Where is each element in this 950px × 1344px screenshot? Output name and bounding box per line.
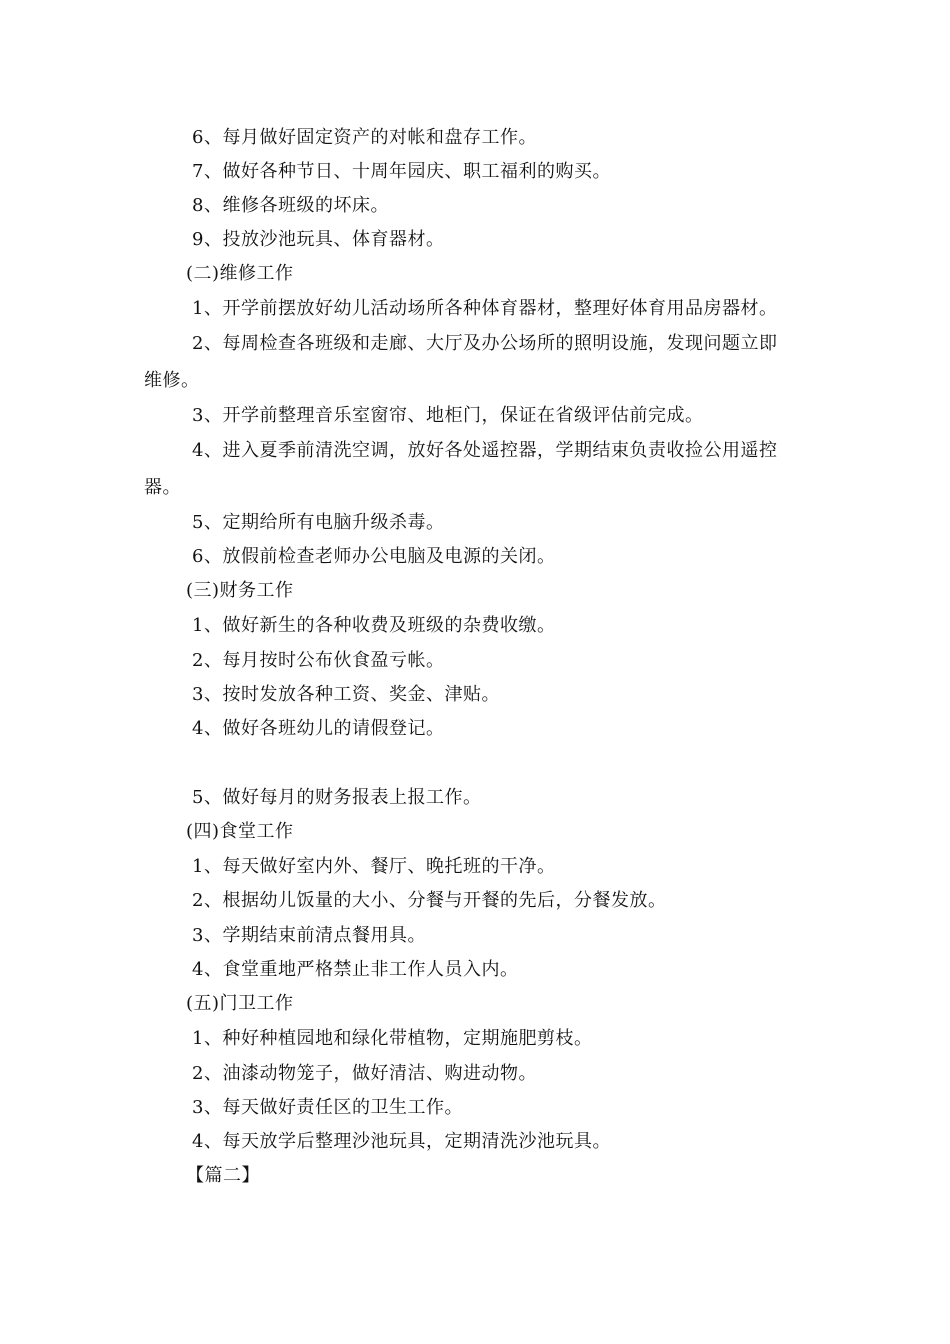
text-line: 2、每周检查各班级和走廊、大厅及办公场所的照明设施，发现问题立即: [192, 333, 778, 354]
text-line: 1、每天做好室内外、餐厅、晚托班的干净。: [192, 856, 556, 877]
text-line: 8、维修各班级的坏床。: [192, 195, 389, 216]
text-line: 维修。: [144, 370, 200, 391]
text-line: 器。: [144, 477, 181, 498]
text-line: 3、每天做好责任区的卫生工作。: [192, 1097, 463, 1118]
text-line: 3、开学前整理音乐室窗帘、地柜门，保证在省级评估前完成。: [192, 405, 704, 426]
text-line: 2、油漆动物笼子，做好清洁、购进动物。: [192, 1063, 537, 1084]
text-line: 7、做好各种节日、十周年园庆、职工福利的购买。: [192, 161, 611, 182]
text-line: 6、每月做好固定资产的对帐和盘存工作。: [192, 127, 537, 148]
section-heading: (四)食堂工作: [186, 821, 294, 842]
text-line: 4、做好各班幼儿的请假登记。: [192, 718, 445, 739]
text-line: 5、定期给所有电脑升级杀毒。: [192, 512, 445, 533]
text-line: 1、开学前摆放好幼儿活动场所各种体育器材，整理好体育用品房器材。: [192, 298, 778, 319]
text-line: 1、种好种植园地和绿化带植物，定期施肥剪枝。: [192, 1028, 593, 1049]
text-line: 2、根据幼儿饭量的大小、分餐与开餐的先后，分餐发放。: [192, 890, 667, 911]
text-line: 1、做好新生的各种收费及班级的杂费收缴。: [192, 615, 556, 636]
section-heading: (五)门卫工作: [186, 993, 294, 1014]
text-line: 5、做好每月的财务报表上报工作。: [192, 787, 482, 808]
section-heading: (三)财务工作: [186, 580, 294, 601]
text-line: 3、学期结束前清点餐用具。: [192, 925, 426, 946]
text-line: 9、投放沙池玩具、体育器材。: [192, 229, 445, 250]
text-line: 4、进入夏季前清洗空调，放好各处遥控器，学期结束负责收捡公用遥控: [192, 440, 778, 461]
text-line: 3、按时发放各种工资、奖金、津贴。: [192, 684, 500, 705]
text-line: 4、食堂重地严格禁止非工作人员入内。: [192, 959, 519, 980]
text-line: 6、放假前检查老师办公电脑及电源的关闭。: [192, 546, 556, 567]
text-line: 4、每天放学后整理沙池玩具，定期清洗沙池玩具。: [192, 1131, 611, 1152]
chapter-heading: 【篇二】: [186, 1165, 260, 1186]
section-heading: (二)维修工作: [186, 263, 294, 284]
text-line: 2、每月按时公布伙食盈亏帐。: [192, 650, 445, 671]
